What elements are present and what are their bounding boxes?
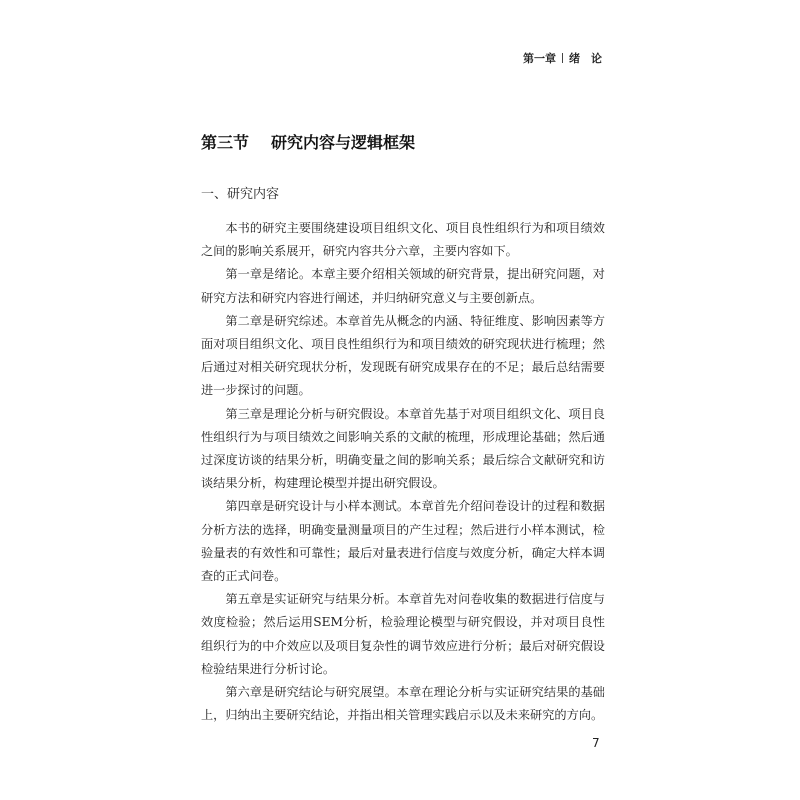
section-title: 研究内容与逻辑框架 (271, 133, 416, 152)
page-number: 7 (592, 736, 600, 750)
body-text (201, 217, 605, 727)
paragraph-chapter-6: 第六章是研究结论与研究展望。本章在理论分析与实证研究结果的基础上，归纳出主要研究结论，并指出相关管理实践启示以及未来研究的方向。 (201, 685, 605, 723)
running-header (523, 50, 602, 66)
paragraph-chapter-2: 第二章是研究综述。本章首先从概念的内涵、特征维度、影响因素等方面对项目组织文化、项目良性组织行为和项目绩效的研究现状进行梳理；然后通过对相关研究现状分析，发现既有研究成果存在的不足；最后总结需要进一步探讨的问题。 (201, 313, 605, 398)
paragraph-chapter-4: 第四章是研究设计与小样本测试。本章首先介绍问卷设计的过程和数据分析方法的选择，明确变量测量项目的产生过程；然后进行小样本测试，检验量表的有效性和可靠性；最后对量表进行信度与效度分析，确定大样本调查的正式问卷。 (201, 499, 605, 584)
paragraph-intro: 本书的研究主要围绕建设项目组织文化、项目良性组织行为和项目绩效之间的影响关系展开，研究内容共分六章，主要内容如下。 (201, 221, 605, 259)
paragraph-chapter-3: 第三章是理论分析与研究假设。本章首先基于对项目组织文化、项目良性组织行为与项目绩效之间影响关系的文献的梳理，形成理论基础；然后通过深度访谈的结果分析，明确变量之间的影响关系；最后综合文献研究和访谈结果分析，构建理论模型并提出研究假设。 (201, 406, 605, 491)
paragraph-chapter-5: 第五章是实证研究与结果分析。本章首先对问卷收集的数据进行信度与效度检验；然后运用SEM分析，检验理论模型与研究假设，并对项目良性组织行为的中介效应以及项目复杂性的调节效应进行分析；最后对研究假设检验结果进行分析讨论。 (201, 592, 605, 676)
section-number: 第三节 (201, 133, 250, 152)
header-divider (562, 53, 563, 63)
header-chapter: 第一章 (523, 52, 556, 65)
section-heading (201, 130, 415, 153)
header-chapter-title: 绪 论 (569, 52, 602, 65)
paragraph-chapter-1: 第一章是绪论。本章主要介绍相关领域的研究背景，提出研究问题，对研究方法和研究内容进行阐述，并归纳研究意义与主要创新点。 (201, 267, 605, 305)
subsection-heading: 一、研究内容 (201, 187, 280, 202)
